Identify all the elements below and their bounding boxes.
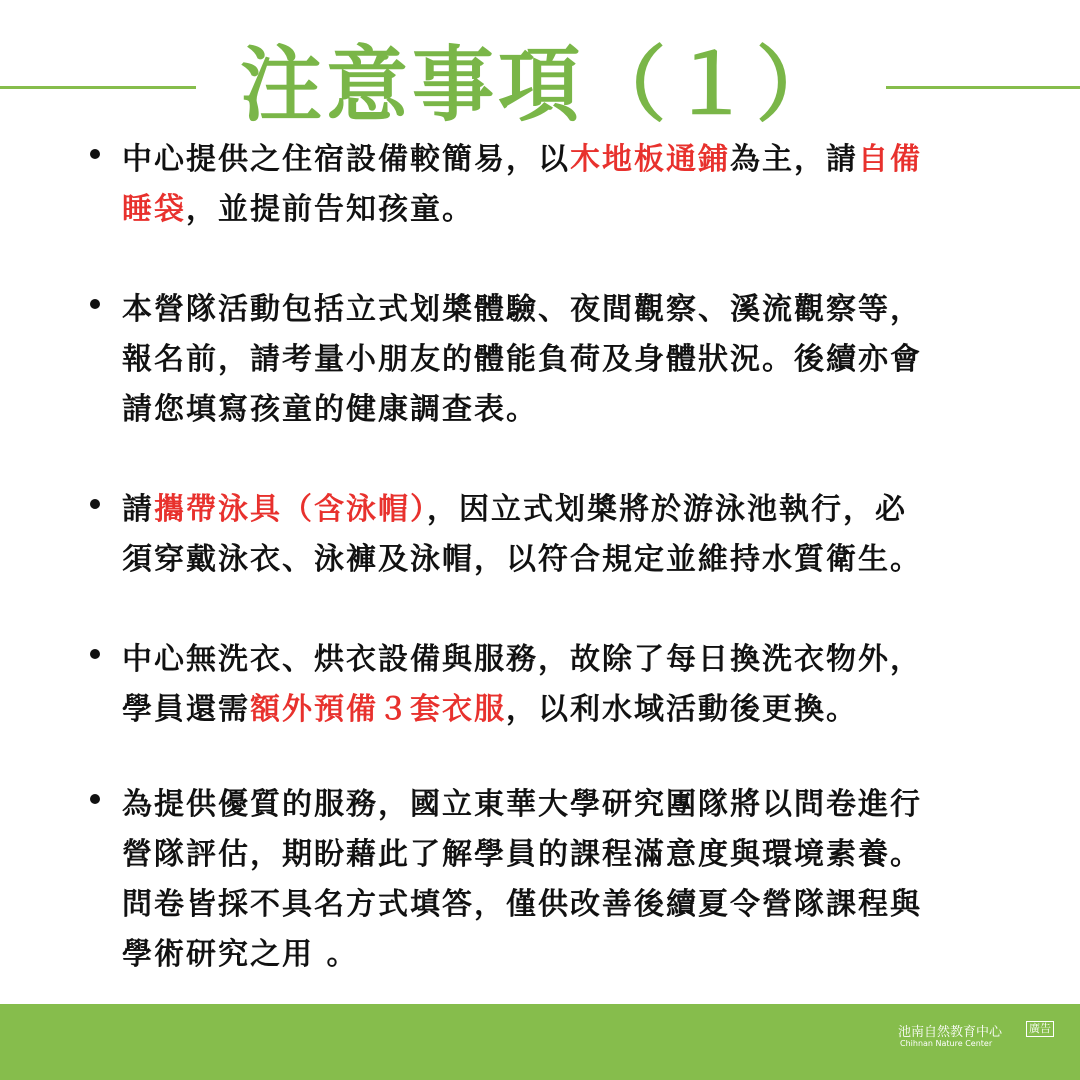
title-divider-right <box>886 86 1080 89</box>
note-segment: ，以利水域活動後更換。 <box>506 692 858 727</box>
ad-badge: 廣告 <box>1026 1021 1054 1037</box>
note-line <box>122 135 1002 185</box>
note-line <box>122 535 1002 585</box>
note-line <box>122 685 1002 735</box>
note-line <box>122 780 1002 830</box>
note-line <box>122 385 1002 435</box>
highlighted-text: 睡袋 <box>122 192 186 227</box>
note-segment: 學員還需 <box>122 692 250 727</box>
note-line <box>122 880 1002 930</box>
note-line <box>122 485 1002 535</box>
note-line <box>122 930 1002 980</box>
note-segment: ，並提前告知孩童。 <box>186 192 474 227</box>
note-segment: 中心無洗衣、烘衣設備與服務，故除了每日換洗衣物外， <box>122 642 922 677</box>
note-segment: 問卷皆採不具名方式填答，僅供改善後續夏令營隊課程與 <box>122 887 922 922</box>
note-segment: 請 <box>122 492 154 527</box>
footer-org-name: 池南自然教育中心 <box>898 1025 1003 1040</box>
note-segment: 本營隊活動包括立式划槳體驗、夜間觀察、溪流觀察等， <box>122 292 922 327</box>
highlighted-text: 自備 <box>858 142 922 177</box>
title-divider-left <box>0 86 196 89</box>
note-segment: 為主，請 <box>730 142 858 177</box>
note-segment: 請您填寫孩童的健康調查表。 <box>122 392 538 427</box>
page-title: 注意事項（１） <box>239 38 842 133</box>
bullet-icon <box>90 499 100 509</box>
note-line <box>122 185 1002 235</box>
note-text <box>122 285 1002 435</box>
highlighted-text: 木地板通鋪 <box>570 142 730 177</box>
footer-band <box>0 1004 1080 1080</box>
note-segment: 為提供優質的服務，國立東華大學研究團隊將以問卷進行 <box>122 787 922 822</box>
bullet-icon <box>90 649 100 659</box>
highlighted-text: 額外預備３套衣服 <box>250 692 506 727</box>
bullet-icon <box>90 299 100 309</box>
note-segment: 中心提供之住宿設備較簡易，以 <box>122 142 570 177</box>
note-text <box>122 135 1002 235</box>
note-line <box>122 635 1002 685</box>
note-text <box>122 635 1002 735</box>
footer-org-name-en: Chihnan Nature Center <box>900 1039 993 1048</box>
bullet-icon <box>90 794 100 804</box>
bullet-icon <box>90 149 100 159</box>
note-segment: 報名前，請考量小朋友的體能負荷及身體狀況。後續亦會 <box>122 342 922 377</box>
note-text <box>122 485 1002 585</box>
note-text <box>122 780 1002 980</box>
note-line <box>122 830 1002 880</box>
note-segment: 學術研究之用 。 <box>122 937 359 972</box>
note-segment: 須穿戴泳衣、泳褲及泳帽，以符合規定並維持水質衛生。 <box>122 542 922 577</box>
note-segment: 營隊評估，期盼藉此了解學員的課程滿意度與環境素養。 <box>122 837 922 872</box>
note-line <box>122 335 1002 385</box>
note-segment: ，因立式划槳將於游泳池執行，必 <box>427 492 907 527</box>
highlighted-text: 攜帶泳具（含泳帽） <box>154 492 427 527</box>
note-line <box>122 285 1002 335</box>
